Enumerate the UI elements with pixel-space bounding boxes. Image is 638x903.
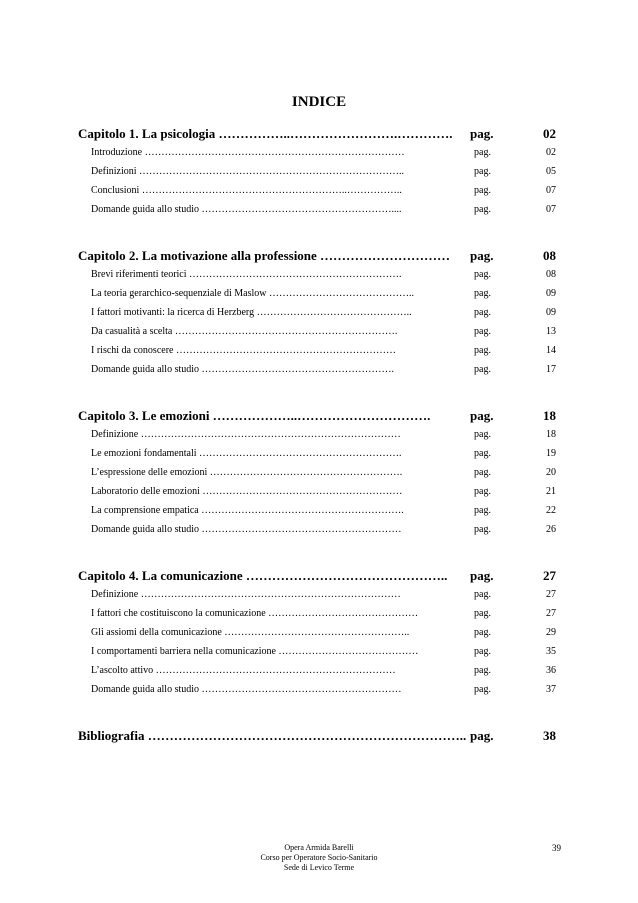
toc-entry[interactable] <box>78 307 556 326</box>
toc-entry[interactable] <box>78 345 556 364</box>
pag-label: pag. <box>474 589 491 600</box>
entry-title: Definizione …………………………………………………………………… <box>91 429 401 440</box>
entry-title: I comportamenti barriera nella comunicazione …………………………………… <box>91 646 419 657</box>
toc-entry[interactable] <box>78 589 556 608</box>
page-ref: 27 <box>543 568 556 583</box>
pag-label: pag. <box>474 345 491 356</box>
page-ref: 26 <box>546 524 556 535</box>
pag-label: pag. <box>474 467 491 478</box>
entry-title: L’espressione delle emozioni …………………………………………………. <box>91 467 403 478</box>
footer-line: Opera Armida Barelli <box>284 843 354 852</box>
page-ref: 38 <box>543 728 556 743</box>
pag-label: pag. <box>474 429 491 440</box>
pag-label: pag. <box>470 248 494 263</box>
toc-entry[interactable] <box>78 524 556 543</box>
pag-label: pag. <box>474 524 491 535</box>
pag-label: pag. <box>474 505 491 516</box>
entry-title: Da casualità a scelta …………………………………………………………. <box>91 326 398 337</box>
entry-title: Domande guida allo studio ………………………………………………….... <box>91 204 402 215</box>
pag-label: pag. <box>474 448 491 459</box>
chapter-title: Capitolo 2. La motivazione alla professione ………………………… <box>78 248 451 263</box>
page-ref: 22 <box>546 505 556 516</box>
toc-entry[interactable] <box>78 185 556 204</box>
entry-title: Conclusioni ……………………………………………………..…………….. <box>91 185 402 196</box>
chapter-title: Bibliografia ……………………………………………………………….. <box>78 728 467 743</box>
pag-label: pag. <box>474 326 491 337</box>
chapter-3 <box>78 408 556 543</box>
page-ref: 36 <box>546 665 556 676</box>
chapter-heading[interactable] <box>78 728 556 749</box>
footer-line: Corso per Operatore Socio-Sanitario <box>260 853 378 862</box>
toc-entry[interactable] <box>78 429 556 448</box>
pag-label: pag. <box>474 204 491 215</box>
page-ref: 27 <box>546 608 556 619</box>
toc-entry[interactable] <box>78 467 556 486</box>
table-of-contents <box>78 126 556 774</box>
toc-entry[interactable] <box>78 665 556 684</box>
toc-entry[interactable] <box>78 166 556 185</box>
pag-label: pag. <box>470 408 494 423</box>
pag-label: pag. <box>474 185 491 196</box>
footer-line: Sede di Levico Terme <box>283 863 355 872</box>
entry-title: I fattori che costituiscono la comunicazione ……………………………………… <box>91 608 419 619</box>
page-ref: 17 <box>546 364 556 375</box>
entry-title: Introduzione …………………………………………………………………… <box>91 147 405 158</box>
toc-entry[interactable] <box>78 684 556 703</box>
entry-title: Definizioni …………………………………………………………………….. <box>91 166 405 177</box>
toc-entry[interactable] <box>78 646 556 665</box>
toc-entry[interactable] <box>78 326 556 345</box>
pag-label: pag. <box>474 166 491 177</box>
page-ref: 35 <box>546 646 556 657</box>
page-ref: 18 <box>543 408 556 423</box>
page-ref: 05 <box>546 166 556 177</box>
page-ref: 02 <box>543 126 556 141</box>
pag-label: pag. <box>474 646 491 657</box>
page-ref: 29 <box>546 627 556 638</box>
chapter-title: Capitolo 4. La comunicazione ……………………………………….. <box>78 568 448 583</box>
toc-entry[interactable] <box>78 204 556 223</box>
page-ref: 07 <box>546 185 556 196</box>
chapter-1 <box>78 126 556 223</box>
chapter-heading[interactable] <box>78 126 556 147</box>
entry-title: Brevi riferimenti teorici ………………………………………………………. <box>91 269 402 280</box>
page-ref: 27 <box>546 589 556 600</box>
pag-label: pag. <box>474 364 491 375</box>
page-ref: 09 <box>546 288 556 299</box>
page-title: INDICE <box>291 94 347 110</box>
chapter-title: Capitolo 3. Le emozioni ………………..…………………………. <box>78 408 431 423</box>
page-ref: 08 <box>546 269 556 280</box>
toc-entry[interactable] <box>78 486 556 505</box>
page-ref: 19 <box>546 448 556 459</box>
toc-entry[interactable] <box>78 627 556 646</box>
chapter-4 <box>78 568 556 703</box>
pag-label: pag. <box>474 627 491 638</box>
entry-title: I rischi da conoscere ………………………………………………………… <box>91 345 396 356</box>
toc-entry[interactable] <box>78 505 556 524</box>
pag-label: pag. <box>474 269 491 280</box>
chapter-heading[interactable] <box>78 248 556 269</box>
page-ref: 37 <box>546 684 556 695</box>
entry-title: Domande guida allo studio …………………………………………………. <box>91 364 395 375</box>
chapter-heading[interactable] <box>78 408 556 429</box>
pag-label: pag. <box>470 568 494 583</box>
toc-entry[interactable] <box>78 364 556 383</box>
entry-title: Domande guida allo studio …………………………………………………… <box>91 524 402 535</box>
page-ref: 07 <box>546 204 556 215</box>
pag-label: pag. <box>474 665 491 676</box>
chapter-heading[interactable] <box>78 568 556 589</box>
bibliography <box>78 728 556 749</box>
page-ref: 13 <box>546 326 556 337</box>
pag-label: pag. <box>474 608 491 619</box>
entry-title: Gli assiomi della comunicazione ……………………………………………….. <box>91 627 410 638</box>
pag-label: pag. <box>470 728 494 743</box>
page-ref: 09 <box>546 307 556 318</box>
toc-entry[interactable] <box>78 269 556 288</box>
entry-title: L’ascolto attivo ……………………………………………………………… <box>91 665 396 676</box>
page-ref: 21 <box>546 486 556 497</box>
page-ref: 18 <box>546 429 556 440</box>
pag-label: pag. <box>474 307 491 318</box>
chapter-title: Capitolo 1. La psicologia ……………..…………………….…………. <box>78 126 453 141</box>
toc-entry[interactable] <box>78 448 556 467</box>
entry-title: La teoria gerarchico-sequenziale di Maslow …………………………………….. <box>91 288 414 299</box>
pag-label: pag. <box>474 684 491 695</box>
toc-entry[interactable] <box>78 147 556 166</box>
pag-label: pag. <box>474 147 491 158</box>
pag-label: pag. <box>474 288 491 299</box>
entry-title: I fattori motivanti: la ricerca di Herzberg ……………………………………….. <box>91 307 412 318</box>
footer <box>0 843 638 873</box>
entry-title: Laboratorio delle emozioni …………………………………………………… <box>91 486 403 497</box>
pag-label: pag. <box>474 486 491 497</box>
pag-label: pag. <box>470 126 494 141</box>
page-ref: 02 <box>546 147 556 158</box>
entry-title: Le emozioni fondamentali ……………………………………………………. <box>91 448 402 459</box>
page-ref: 20 <box>546 467 556 478</box>
page-ref: 08 <box>543 248 556 263</box>
page-ref: 14 <box>546 345 556 356</box>
chapter-2 <box>78 248 556 383</box>
entry-title: Definizione …………………………………………………………………… <box>91 589 401 600</box>
page-number: 39 <box>552 843 561 853</box>
entry-title: La comprensione empatica ……………………………………………………. <box>91 505 404 516</box>
toc-entry[interactable] <box>78 288 556 307</box>
entry-title: Domande guida allo studio …………………………………………………… <box>91 684 402 695</box>
toc-entry[interactable] <box>78 608 556 627</box>
